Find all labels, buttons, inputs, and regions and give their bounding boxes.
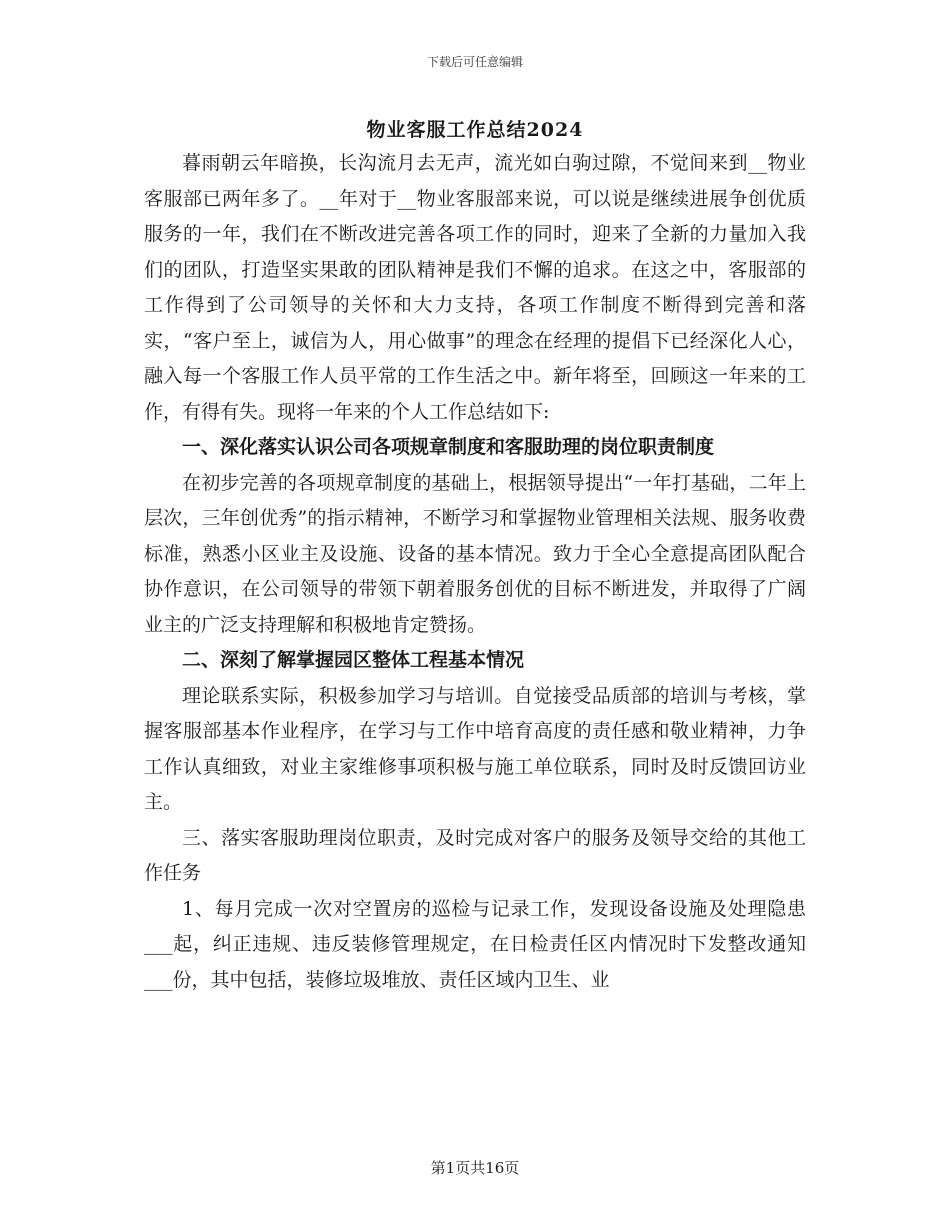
paragraph-item-1: 1、每月完成一次对空置房的巡检与记录工作，发现设备设施及处理隐患___起，纠正违规、违反装修管理规定，在日检责任区内情况时下发整改通知___份，其中包括，装修垃圾堆放、责任区域内卫生、业 xyxy=(144,897,806,991)
page-header: 下载后可任意编辑 xyxy=(426,55,523,69)
document-title: 物业客服工作总结2024 xyxy=(366,119,584,141)
document-body xyxy=(144,146,806,998)
paragraph-intro: 暮雨朝云年暗换，长沟流月去无声，流光如白驹过隙，不觉间来到__物业客服部已两年多了。__年对于__物业客服部来说，可以说是继续进展争创优质服务的一年，我们在不断改进完善各项工作的同时，迎来了全新的力量加入我们的团队，打造坚实果敢的团队精神是我们不懈的追求。在这之中，客服部的工作得到了公司领导的关怀和大力支持，各项工作制度不断得到完善和落实，“客户至上，诚信为人，用心做事”的理念在经理的提倡下已经深化人心，融入每一个客服工作人员平常的工作生活之中。新年将至，回顾这一年来的工作，有得有失。现将一年来的个人工作总结如下: xyxy=(144,152,806,423)
section-heading-1: 一、深化落实认识公司各项规章制度和客服助理的岗位职责制度 xyxy=(182,436,715,458)
paragraph-section-1: 在初步完善的各项规章制度的基础上，根据领导提出“一年打基础，二年上层次，三年创优秀”的指示精神，不断学习和掌握物业管理相关法规、服务收费标准，熟悉小区业主及设施、设备的基本情况。致力于全心全意提高团队配合协作意识，在公司领导的带领下朝着服务创优的目标不断进发，并取得了广阔业主的广泛支持理解和积极地肯定赞扬。 xyxy=(144,471,806,636)
page-footer: 第1页共16页 xyxy=(430,1159,520,1177)
section-heading-3: 三、落实客服助理岗位职责，及时完成对客户的服务及领导交给的其他工作任务 xyxy=(144,826,806,884)
section-heading-2: 二、深刻了解掌握园区整体工程基本情况 xyxy=(182,649,525,671)
paragraph-section-2: 理论联系实际，积极参加学习与培训。自觉接受品质部的培训与考核，掌握客服部基本作业程序，在学习与工作中培育高度的责任感和敬业精神，力争工作认真细致，对业主家维修事项积极与施工单位联系，同时及时反馈回访业主。 xyxy=(144,684,806,813)
